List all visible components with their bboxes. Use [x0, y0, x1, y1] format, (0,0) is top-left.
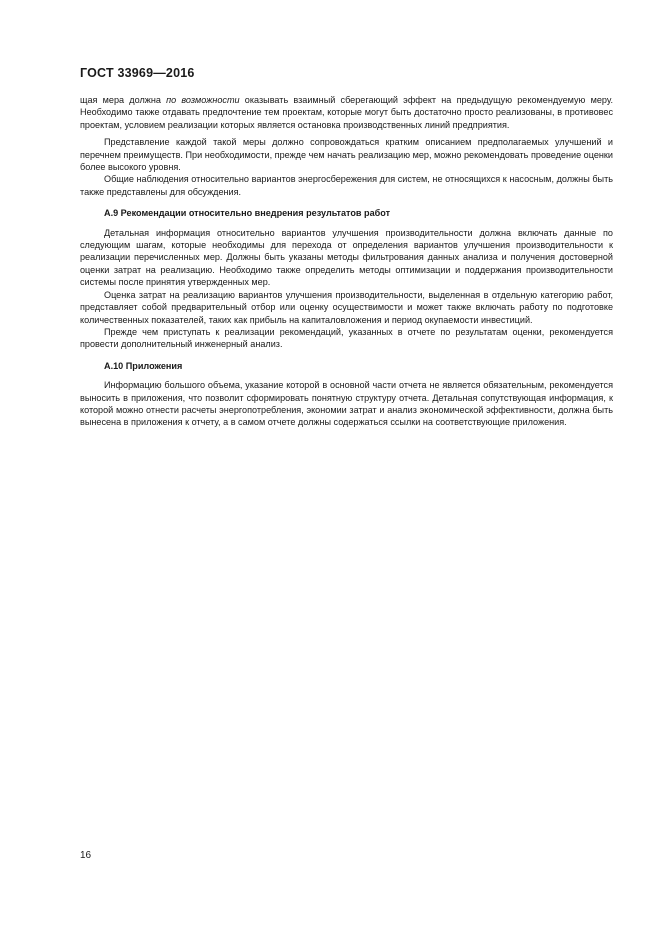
paragraph-4: Детальная информация относительно вариантов улучшения производительности должна включать данные по следующим шагам, которые необходимы для перехода от определения вариантов улучшения производительности к реализации перечисленных мер. Должны быть указаны методы фильтрования данных анализа и получения достоверной оценки затрат на реализацию. Необходимо также определить методы оптимизации и поддержания производительности системы после принятия утвержденных мер.	[80, 227, 613, 288]
section-heading-a10: А.10 Приложения	[104, 360, 183, 371]
paragraph-2: Представление каждой такой меры должно сопровождаться кратким описанием предполагаемых улучшений и перечнем преимуществ. При необходимости, прежде чем начать реализацию мер, можно рекомендовать проведение оценки более высокого уровня.	[80, 137, 613, 173]
document-body	[80, 94, 613, 429]
page-number: 16	[80, 850, 92, 861]
paragraph-1: щая мера должна по возможности оказывать взаимный сберегающий эффект на предыдущую рекомендуемую меру. Необходимо также отдавать предпочтение тем проектам, которые могут быть достаточно просто реализованы, в противовес проектам, условием реализации которых является остановка производственных линий предприятия.	[80, 95, 613, 130]
paragraph-6: Прежде чем приступать к реализации рекомендаций, указанных в отчете по результатам оценки, рекомендуется провести дополнительный инженерный анализ.	[80, 326, 613, 350]
emphasis-text: по возможности	[166, 95, 240, 105]
paragraph-7: Информацию большого объема, указание которой в основной части отчета не является обязательным, рекомендуется выносить в приложения, что позволит сформировать понятную структуру отчета. Детальная сопутствующая информация, к которой можно отнести расчеты энергопотребления, экономии затрат и анализ экономической эффективности, должна быть вынесена в приложения к отчету, а в самом отчете должны содержаться ссылки на соответствующие приложения.	[80, 380, 613, 428]
document-header: ГОСТ 33969—2016	[80, 66, 195, 80]
paragraph-3: Общие наблюдения относительно вариантов энергосбережения для систем, не относящихся к насосным, должны быть также представлены для обсуждения.	[80, 174, 613, 197]
section-heading-a9: А.9 Рекомендации относительно внедрения результатов работ	[104, 208, 391, 219]
paragraph-5: Оценка затрат на реализацию вариантов улучшения производительности, выделенная в отдельную категорию работ, представляет собой предварительный отбор или оценку осуществимости и может также включать работу по подготовке количественных показателей, таких как прибыль на капиталовложения и период окупаемости инвестиций.	[80, 289, 613, 325]
